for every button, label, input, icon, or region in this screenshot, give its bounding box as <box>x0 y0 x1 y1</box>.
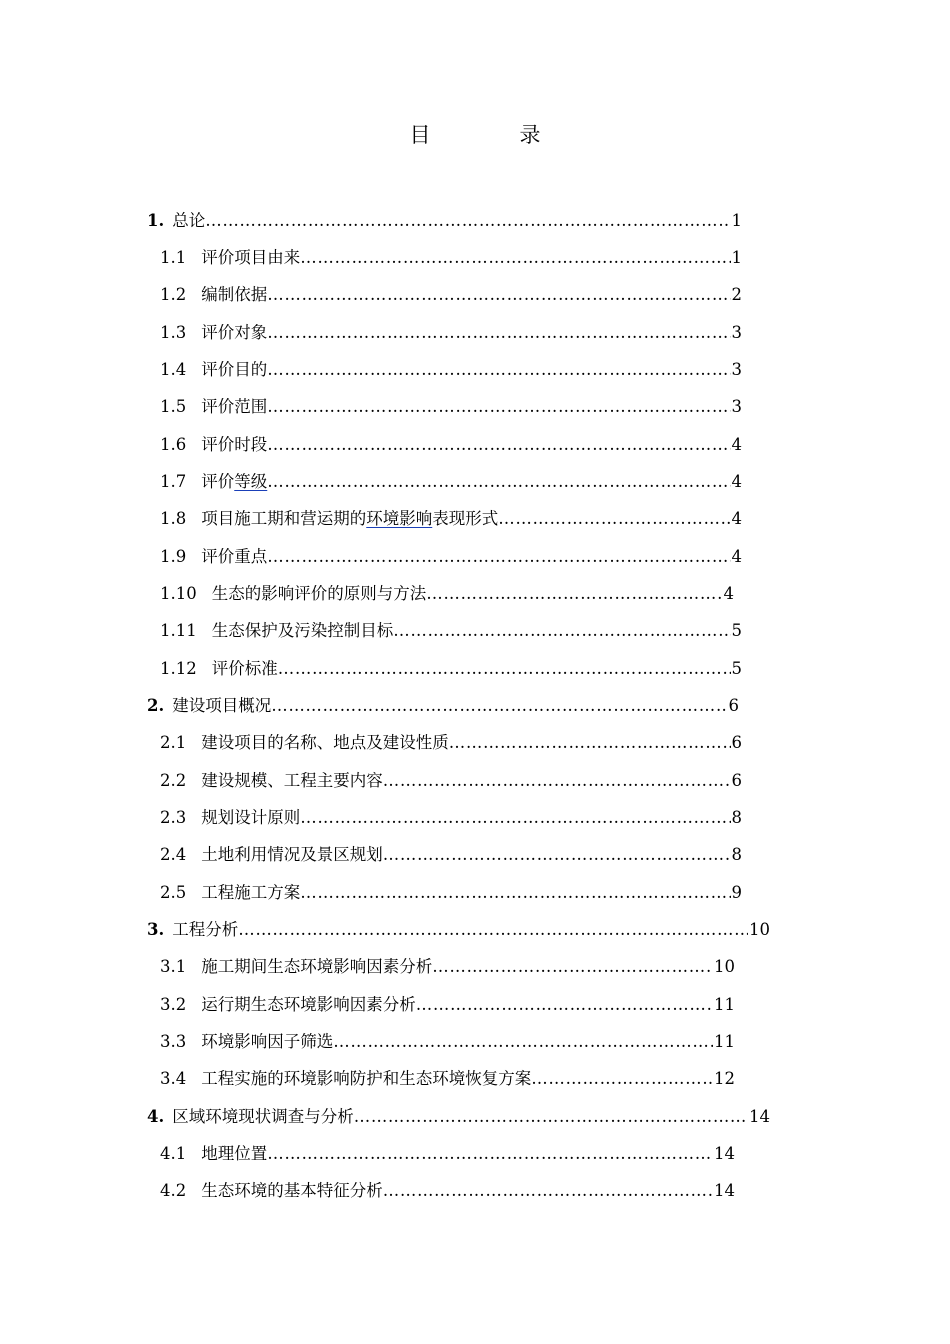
toc-entry-page: 8 <box>731 808 742 827</box>
toc-entry-1-11[interactable] <box>160 616 742 646</box>
toc-entry-3-3[interactable] <box>160 1027 735 1057</box>
toc-entry-page: 14 <box>714 1181 735 1200</box>
toc-entry-4[interactable] <box>147 1102 770 1132</box>
toc-entry-title: 土地利用情况及景区规划 <box>201 845 383 864</box>
toc-entry-title: 评价标准 <box>211 659 278 678</box>
dot-leader <box>267 467 730 497</box>
dot-leader <box>267 355 730 385</box>
toc-entry-title: 环境影响因子筛选 <box>201 1032 334 1051</box>
toc-entry-page: 6 <box>731 733 742 752</box>
dot-leader <box>267 1139 713 1169</box>
toc-entry-page: 9 <box>731 883 742 902</box>
toc-entry-title: 建设项目的名称、地点及建设性质 <box>201 733 449 752</box>
toc-entry-title <box>201 467 267 497</box>
toc-entry-title: 地理位置 <box>201 1144 268 1163</box>
dot-leader <box>416 990 713 1020</box>
dot-leader <box>393 616 730 646</box>
toc-entry-number: 2.5 <box>160 883 187 902</box>
toc-entry-3-1[interactable] <box>160 952 735 982</box>
toc-entry-page: 5 <box>731 621 742 640</box>
underlined-term: 等级 <box>234 472 268 491</box>
toc-entry-page: 10 <box>749 920 770 939</box>
toc-entry-title: 总论 <box>172 211 206 230</box>
toc-entry-title <box>201 504 498 534</box>
toc-entry-number: 1.7 <box>160 472 187 491</box>
toc-entry-2-3[interactable] <box>160 803 742 833</box>
toc-entry-title: 建设项目概况 <box>172 696 272 715</box>
dot-leader <box>300 243 730 273</box>
page-title: 目 录 <box>409 123 575 147</box>
toc-entry-page: 3 <box>731 360 742 379</box>
title-text: 评价 <box>201 472 235 491</box>
toc-entry-title: 评价时段 <box>201 435 268 454</box>
toc-entry-2-4[interactable] <box>160 840 742 870</box>
toc-entry-number: 1.4 <box>160 360 187 379</box>
toc-entry-title: 编制依据 <box>201 285 268 304</box>
dot-leader <box>432 952 713 982</box>
toc-entry-title: 工程施工方案 <box>201 883 301 902</box>
toc-entry-2-1[interactable] <box>160 728 742 758</box>
toc-entry-page: 8 <box>731 845 742 864</box>
toc-entry-number: 1.8 <box>160 509 187 528</box>
toc-entry-number: 3.4 <box>160 1069 187 1088</box>
dot-leader <box>498 504 730 534</box>
dot-leader <box>354 1102 748 1132</box>
toc-entry-number: 3.2 <box>160 995 187 1014</box>
title-text: 项目施工期和营运期的 <box>201 509 367 528</box>
toc-entry-number: 3.1 <box>160 957 187 976</box>
toc-entry-number: 2.2 <box>160 771 187 790</box>
toc-entry-2-2[interactable] <box>160 766 742 796</box>
toc-entry-1-8[interactable] <box>160 504 742 534</box>
dot-leader <box>300 803 730 833</box>
toc-entry-1-4[interactable] <box>160 355 742 385</box>
toc-entry-4-1[interactable] <box>160 1139 735 1169</box>
toc-entry-page: 2 <box>731 285 742 304</box>
toc-entry-title: 生态保护及污染控制目标 <box>211 621 394 640</box>
dot-leader <box>267 430 730 460</box>
toc-entry-1-2[interactable] <box>160 280 742 310</box>
toc-entry-title: 工程实施的环境影响防护和生态环境恢复方案 <box>201 1069 532 1088</box>
toc-entry-page: 3 <box>731 397 742 416</box>
dot-leader <box>426 579 722 609</box>
dot-leader <box>267 392 730 422</box>
toc-entry-1-7[interactable] <box>160 467 742 497</box>
toc-entry-number: 4. <box>147 1107 165 1126</box>
dot-leader <box>383 1176 713 1206</box>
dot-leader <box>267 318 730 348</box>
dot-leader <box>238 915 748 945</box>
toc-entry-1-12[interactable] <box>160 654 742 684</box>
toc-entry-number: 3. <box>147 920 165 939</box>
toc-entry-number: 4.1 <box>160 1144 187 1163</box>
toc-entry-page: 6 <box>728 696 739 715</box>
toc-entry-2[interactable] <box>147 691 739 721</box>
toc-entry-page: 3 <box>731 323 742 342</box>
toc-entry-page: 1 <box>731 248 742 267</box>
toc-entry-page: 11 <box>714 1032 735 1051</box>
toc-entry-1-6[interactable] <box>160 430 742 460</box>
toc-entry-number: 1.10 <box>160 584 197 603</box>
toc-entry-title: 生态环境的基本特征分析 <box>201 1181 383 1200</box>
toc-entry-page: 14 <box>749 1107 770 1126</box>
toc-entry-3-2[interactable] <box>160 990 735 1020</box>
toc-entry-page: 4 <box>731 547 742 566</box>
toc-entry-number: 1.1 <box>160 248 187 267</box>
toc-entry-number: 2. <box>147 696 165 715</box>
toc-entry-title: 规划设计原则 <box>201 808 301 827</box>
toc-entry-page: 1 <box>731 211 742 230</box>
toc-entry-number: 1.12 <box>160 659 197 678</box>
toc-entry-title: 建设规模、工程主要内容 <box>201 771 383 790</box>
toc-entry-page: 4 <box>723 584 734 603</box>
toc-entry-title: 生态的影响评价的原则与方法 <box>211 584 427 603</box>
toc-entry-3[interactable] <box>147 915 770 945</box>
toc-entry-title: 施工期间生态环境影响因素分析 <box>201 957 433 976</box>
dot-leader <box>271 691 727 721</box>
toc-entry-page: 5 <box>731 659 742 678</box>
dot-leader <box>333 1027 713 1057</box>
toc-entry-number: 1. <box>147 211 165 230</box>
toc-entry-2-5[interactable] <box>160 878 742 908</box>
toc-entry-page: 4 <box>731 435 742 454</box>
toc-entry-number: 4.2 <box>160 1181 187 1200</box>
toc-entry-4-2[interactable] <box>160 1176 735 1206</box>
dot-leader <box>383 766 731 796</box>
toc-entry-title: 评价范围 <box>201 397 268 416</box>
toc-entry-page: 12 <box>714 1069 735 1088</box>
toc-entry-page: 4 <box>731 509 742 528</box>
toc-entry-page: 10 <box>714 957 735 976</box>
toc-entry-number: 2.1 <box>160 733 187 752</box>
toc-entry-page: 14 <box>714 1144 735 1163</box>
toc-entry-title: 评价重点 <box>201 547 268 566</box>
dot-leader <box>531 1064 713 1094</box>
toc-entry-1-5[interactable] <box>160 392 742 422</box>
toc-entry-title: 区域环境现状调查与分析 <box>172 1107 354 1126</box>
title-text: 表现形式 <box>432 509 499 528</box>
toc-entry-3-4[interactable] <box>160 1064 735 1094</box>
toc-entry-1[interactable] <box>147 206 742 236</box>
toc-entry-number: 1.5 <box>160 397 187 416</box>
underlined-term: 环境影响 <box>366 509 433 528</box>
toc-entry-title: 工程分析 <box>172 920 239 939</box>
toc-entry-page: 4 <box>731 472 742 491</box>
toc-entry-1-10[interactable] <box>160 579 734 609</box>
toc-entry-number: 2.4 <box>160 845 187 864</box>
toc-entry-1-3[interactable] <box>160 318 742 348</box>
toc-entry-title: 评价对象 <box>201 323 268 342</box>
dot-leader <box>449 728 731 758</box>
toc-entry-number: 1.6 <box>160 435 187 454</box>
toc-entry-page: 11 <box>714 995 735 1014</box>
dot-leader <box>267 280 730 310</box>
toc-entry-title: 运行期生态环境影响因素分析 <box>201 995 416 1014</box>
toc-entry-number: 3.3 <box>160 1032 187 1051</box>
dot-leader <box>300 878 730 908</box>
toc-entry-number: 1.9 <box>160 547 187 566</box>
toc-entry-title: 评价项目由来 <box>201 248 301 267</box>
dot-leader <box>278 654 731 684</box>
toc-entry-1-1[interactable] <box>160 243 742 273</box>
toc-entry-title: 评价目的 <box>201 360 268 379</box>
dot-leader <box>267 542 730 572</box>
toc-entry-1-9[interactable] <box>160 542 742 572</box>
toc-entry-number: 1.11 <box>160 621 197 640</box>
toc-entry-page: 6 <box>731 771 742 790</box>
toc-entry-number: 1.2 <box>160 285 187 304</box>
dot-leader <box>205 206 730 236</box>
toc-entry-number: 2.3 <box>160 808 187 827</box>
toc-entry-number: 1.3 <box>160 323 187 342</box>
dot-leader <box>383 840 731 870</box>
